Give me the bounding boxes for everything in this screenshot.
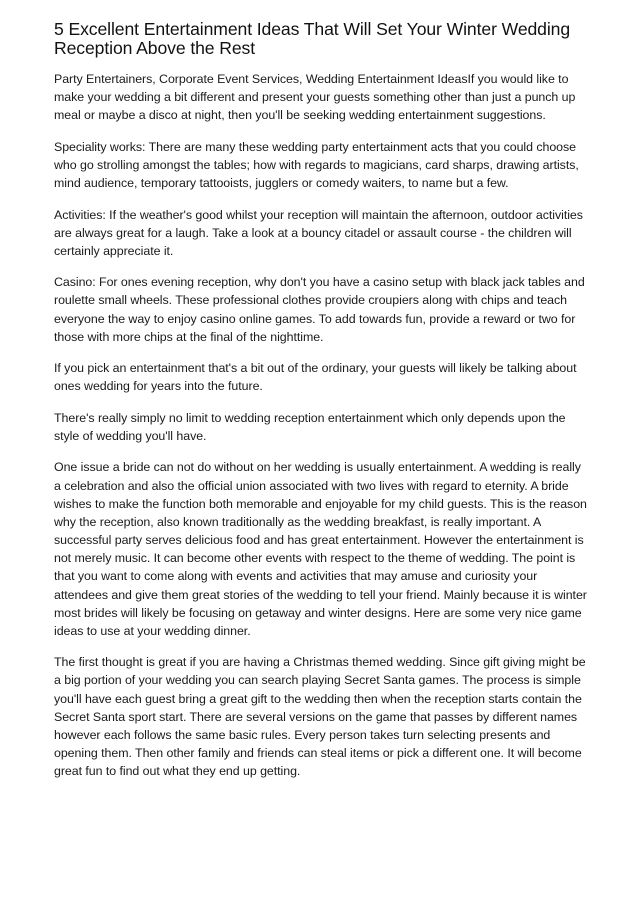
paragraph-bride-entertainment: One issue a bride can not do without on her wedding is usually entertainment. A wedding is really a celebration and also the official union associated with two lives with regard to eternity. A bride wishes to make the function both memorable and enjoyable for my child guests. This is the reason why the reception, also known traditionally as the wedding breakfast, is really important. A successful party serves delicious food and has great entertainment. However the entertainment is not merely music. It can become other events with respect to the theme of wedding. The point is that you want to come along with events and activities that may amuse and curiosity your attendees and give them great stories of the wedding to tell your friend. Mainly because it is winter most brides will likely be focusing on getaway and winter designs. Here are some very nice game ideas to use at your wedding dinner.	[54, 460, 587, 638]
paragraph-secret-santa: The first thought is great if you are having a Christmas themed wedding. Since gift giving might be a big portion of your wedding you can search playing Secret Santa games. The process is simple you'll have each guest bring a great gift to the wedding then when the reception starts contain the Secret Santa sport start. There are several versions on the game that passes by different names however each follows the same basic rules. Every person takes turn selecting presents and opening them. Then other family and friends can steal items or pick a different one. It will become great fun to find out what they end up getting.	[54, 655, 586, 779]
paragraph-casino: Casino: For ones evening reception, why don't you have a casino setup with black jack tables and roulette small wheels. These professional clothes provide croupiers along with chips and teach everyone the way to enjoy casino online games. To add towards fun, provide a reward or two for those with more chips at the final of the nighttime.	[54, 275, 585, 344]
paragraph-activities: Activities: If the weather's good whilst your reception will maintain the afternoon, outdoor activities are always great for a laugh. Take a look at a bouncy citadel or assault course - the children will certainly appreciate it.	[54, 207, 583, 258]
paragraph-no-limit: There's really simply no limit to wedding reception entertainment which only depends upon the style of wedding you'll have.	[54, 410, 566, 443]
paragraph-intro: Party Entertainers, Corporate Event Services, Wedding Entertainment IdeasIf you would like to make your wedding a bit different and present your guests something other than just a punch up meal or maybe a disco at night, then you'll be seeking wedding entertainment suggestions.	[54, 72, 576, 123]
paragraph-speciality-works: Speciality works: There are many these wedding party entertainment acts that you could choose who go strolling amongst the tables; how with regards to magicians, card sharps, drawing artists, mind audience, temporary tattooists, jugglers or comedy waiters, to name but a few.	[54, 139, 579, 191]
document-page	[54, 20, 588, 794]
page-title: 5 Excellent Entertainment Ideas That Will Set Your Winter Wedding Reception Above the Rest	[54, 19, 571, 58]
paragraph-out-of-ordinary: If you pick an entertainment that's a bit out of the ordinary, your guests will likely be talking about ones wedding for years into the future.	[54, 361, 577, 394]
